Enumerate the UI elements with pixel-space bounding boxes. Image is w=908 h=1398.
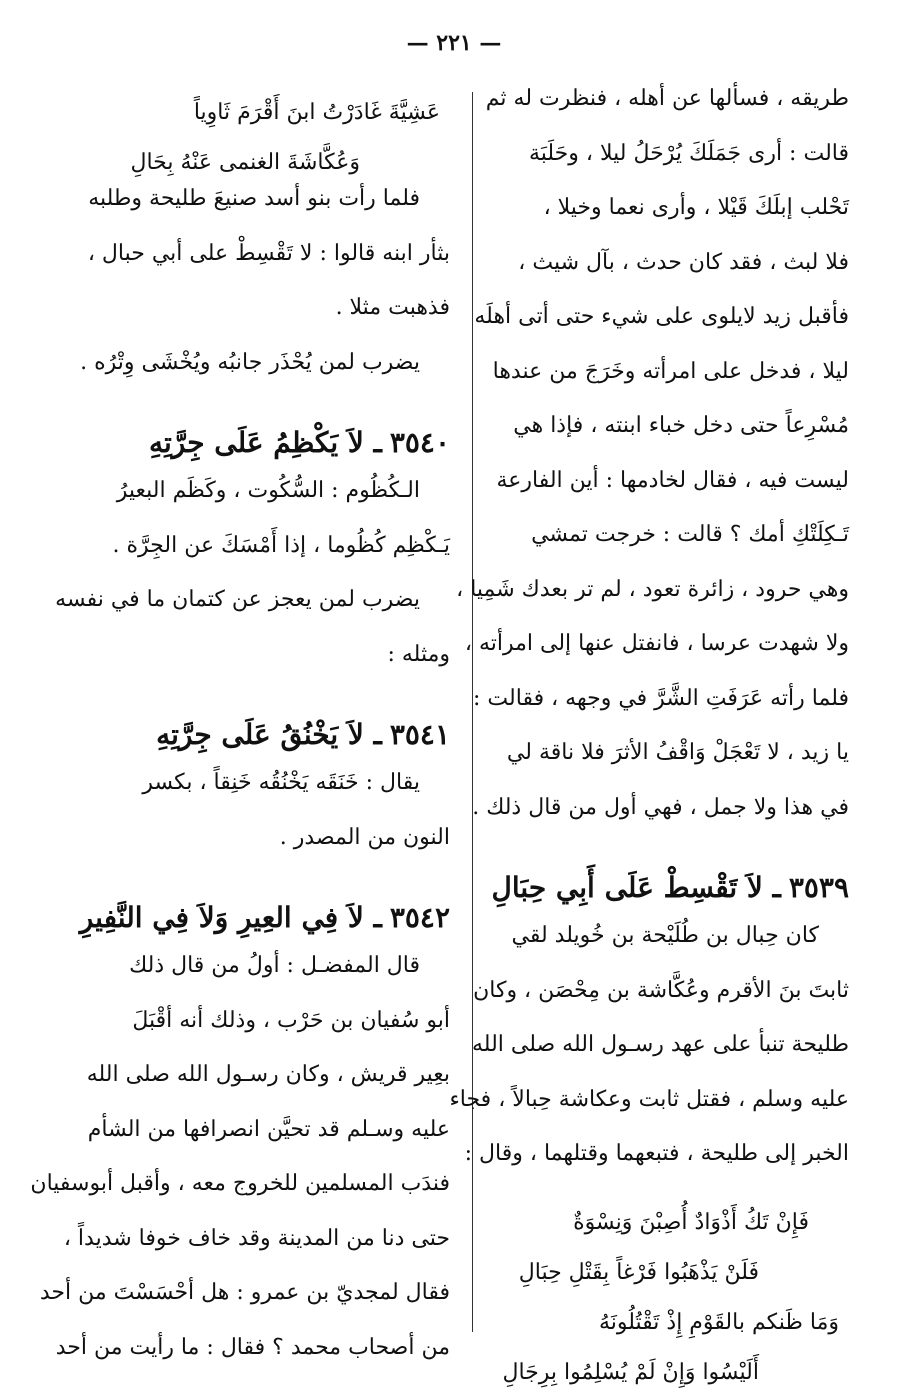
text-line: الخبر إلى طليحة ، فتبعهما وقتلهما ، وقال : — [464, 1141, 849, 1166]
verse-line: وَمَا ظَنكم بالقَوْمِ إِذْ تَقْتُلُونَهُ — [598, 1309, 839, 1335]
text-line: قال المفضـل : أولُ من قال ذلك — [129, 953, 420, 978]
text-line: ليلا ، فدخل على امرأته وخَرَجَ من عندها — [492, 358, 849, 384]
verse-line: فَإِنْ تَكُ أَذْوَادٌ أُصِبْنَ وَنِسْوَةٌ — [573, 1209, 809, 1235]
text-line: ثابتَ بنَ الأقرم وعُكَّاشة بن مِحْصَن ، وكان — [473, 977, 849, 1003]
verse-line: عَشِيَّةَ غَادَرْتُ ابنَ أَقْرَمَ ثَاوِياً — [193, 100, 440, 125]
text-line: فقال لمجديّ بن عمرو : هل أحْسَسْتَ من أحد — [39, 1280, 450, 1305]
text-line: بثأر ابنه قالوا : لا تَقْسِطْ على أبي حبال ، — [87, 240, 450, 266]
verse-line: وَعُكَّاشَةَ الغنمى عَنْهُ بِحَالِ — [130, 150, 360, 175]
text-line: الـكُظُوم : السُّكُوت ، وكَظَم البعيرُ — [116, 478, 420, 503]
proverb-number: ٣٥٤١ — [389, 718, 450, 751]
page-number: — ٢٢١ — — [406, 30, 502, 56]
verse-line: فَلَنْ يَذْهَبُوا فَرْغاً بِقَتْلِ حِبَالِ — [518, 1259, 759, 1285]
text-line: أبو سُفيان بن حَرْب ، وذلك أنه أقْبَلَ — [132, 1007, 450, 1033]
text-line: فأقبل زيد لايلوى على شيء حتى أتى أهلَه — [474, 304, 849, 329]
text-line: قالت : أرى جَمَلَكَ يُرْحَلُ ليلا ، وحَلَبَة — [528, 140, 849, 166]
right-column — [449, 86, 849, 1398]
text-line: في هذا ولا جمل ، فهي أول من قال ذلك . — [472, 794, 849, 820]
proverb-number: ٣٥٤٠ — [389, 426, 450, 459]
text-line: ليست فيه ، فقال لخادمها : أين الفارعة — [496, 467, 849, 493]
text-line: بعِير قريش ، وكان رسـول الله صلى الله — [86, 1062, 450, 1087]
text-line: فلا لبث ، فقد كان حدث ، بآل شيث ، — [518, 249, 849, 275]
text-line: فذهبت مثلا . — [335, 295, 450, 320]
text-line: فلما رأته عَرَفَتِ الشَّرَّ في وجهه ، فقالت : — [473, 685, 849, 711]
text-line: وهي حرود ، زائرة تعود ، لم تر بعدك شَمِيا ، — [456, 576, 849, 602]
text-line: من أصحاب محمد ؟ فقال : ما رأيت من أحد — [55, 1334, 450, 1360]
text-line: عليه وسلم ، فقتل ثابت وعكاشة حِبالاً ، فجاء — [449, 1086, 849, 1112]
proverb-number: ٣٥٤٢ — [389, 901, 450, 934]
proverb-heading — [491, 851, 849, 925]
text-line: عليه وسـلم قد تحيَّن انصرافها من الشأم — [87, 1116, 450, 1142]
text-line: يَـكْظِم كُظُوما ، إذا أَمْسَكَ عن الجِرَّة . — [112, 532, 450, 558]
verse-line: أَلَيْسُوا وَإِنْ لَمْ يُسْلِمُوا بِرِجَالِ — [502, 1359, 759, 1385]
text-line: مُسْرِعاً حتى دخل خباء ابنته ، فإذا هي — [513, 413, 849, 438]
proverb-title: ـ لاَ يَخْنُقُ عَلَى جِرَّتِهِ — [156, 718, 382, 751]
text-line: تَـكِلَتْكِ أمك ؟ قالت : خرجت تمشي — [531, 522, 849, 547]
proverb-heading — [79, 881, 450, 955]
text-line: النون من المصدر . — [279, 824, 450, 850]
text-line: ولا شهدت عرسا ، فانفتل عنها إلى امرأته ، — [464, 631, 849, 656]
text-line: حتى دنا من المدينة وقد خاف خوفا شديداً ، — [63, 1225, 450, 1251]
text-line: فندَب المسلمين للخروج معه ، وأقبل أبوسفيان — [30, 1171, 450, 1196]
text-line: يضرب لمن يُحْذَر جانبُه ويُخْشَى وِتْرُه . — [80, 349, 420, 375]
text-line: طريقه ، فسألها عن أهله ، فنظرت له ثم — [485, 86, 849, 111]
text-line: فلما رأت بنو أسد صنيعَ طليحة وطلبه — [88, 186, 420, 211]
left-column — [30, 88, 450, 1391]
proverb-heading — [96, 406, 450, 480]
proverb-title: ـ لاَ تَقْسِطْ عَلَى أَبِي حِبَالِ — [491, 871, 781, 904]
proverb-number: ٣٥٣٩ — [788, 871, 849, 904]
text-line: يا زيد ، لا تَعْجَلْ وَاقْفُ الأثرَ فلا ناقة لي — [506, 740, 849, 765]
text-line: تَحْلب إبلَكَ قَيْلا ، وأرى نعما وخيلا ، — [543, 195, 849, 220]
text-line: كان حِبال بن طُلَيْحة بن خُويلد لقي — [511, 923, 819, 948]
proverb-title: ـ لاَ يَكْظِمُ عَلَى جِرَّتِهِ — [148, 426, 382, 459]
text-line: يضرب لمن يعجز عن كتمان ما في نفسه — [55, 587, 420, 612]
text-line: طليحة تنبأ على عهد رسـول الله صلى الله — [472, 1032, 849, 1057]
text-line: يقال : خَنَقَه يَخْنُقُه خَنِقاً ، بكسر — [142, 770, 420, 795]
text-line: ومثله : — [387, 641, 450, 667]
proverb-title: ـ لاَ فِي العِيرِ وَلاَ فِي النَّفِيرِ — [79, 901, 382, 934]
proverb-heading — [96, 698, 450, 772]
